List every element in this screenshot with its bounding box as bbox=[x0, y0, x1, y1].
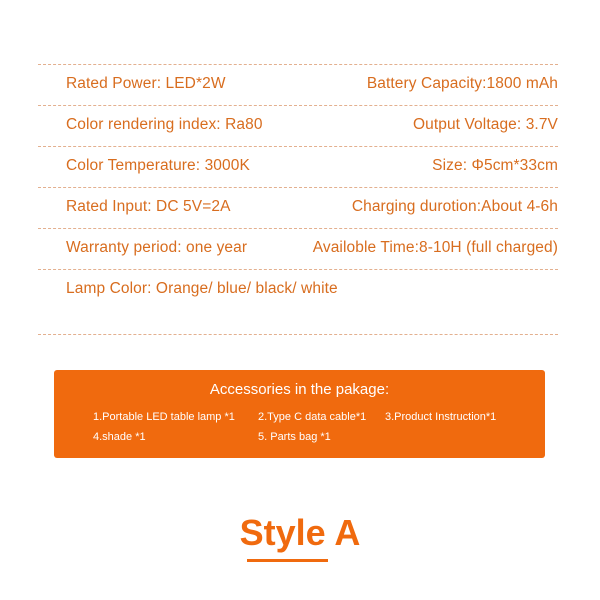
spec-size: Size: Φ5cm*33cm bbox=[432, 157, 558, 174]
style-title: Style A bbox=[239, 512, 361, 553]
accessory-item: 2.Type C data cable*1 bbox=[258, 411, 367, 423]
accessories-title: Accessories in the pakage: bbox=[209, 381, 390, 398]
spec-lamp-color: Lamp Color: Orange/ blue/ black/ white bbox=[66, 280, 338, 297]
spec-row bbox=[38, 105, 558, 146]
accessories-box bbox=[54, 370, 545, 458]
spec-row bbox=[38, 228, 558, 269]
spec-charging-duration: Charging durotion:About 4-6h bbox=[351, 198, 558, 215]
spec-row bbox=[38, 269, 558, 335]
spec-row bbox=[38, 146, 558, 187]
spec-rated-power: Rated Power: LED*2W bbox=[66, 75, 226, 92]
accessory-item: 4.shade *1 bbox=[93, 431, 146, 443]
spec-color-rendering-index: Color rendering index: Ra80 bbox=[66, 116, 263, 133]
accessory-item: 1.Portable LED table lamp *1 bbox=[93, 411, 235, 423]
style-title-underline bbox=[247, 559, 328, 562]
spec-battery-capacity: Battery Capacity:1800 mAh bbox=[366, 75, 558, 92]
spec-color-temperature: Color Temperature: 3000K bbox=[66, 157, 250, 174]
spec-rated-input: Rated Input: DC 5V=2A bbox=[66, 198, 231, 215]
spec-warranty-period: Warranty period: one year bbox=[66, 239, 248, 256]
spec-row bbox=[38, 187, 558, 228]
accessory-item: 5. Parts bag *1 bbox=[258, 431, 331, 443]
accessory-item: 3.Product Instruction*1 bbox=[385, 411, 497, 423]
spec-table bbox=[38, 64, 558, 335]
spec-row bbox=[38, 64, 558, 105]
spec-available-time: Availoble Time:8-10H (full charged) bbox=[312, 239, 558, 256]
spec-output-voltage: Output Voltage: 3.7V bbox=[412, 116, 558, 133]
